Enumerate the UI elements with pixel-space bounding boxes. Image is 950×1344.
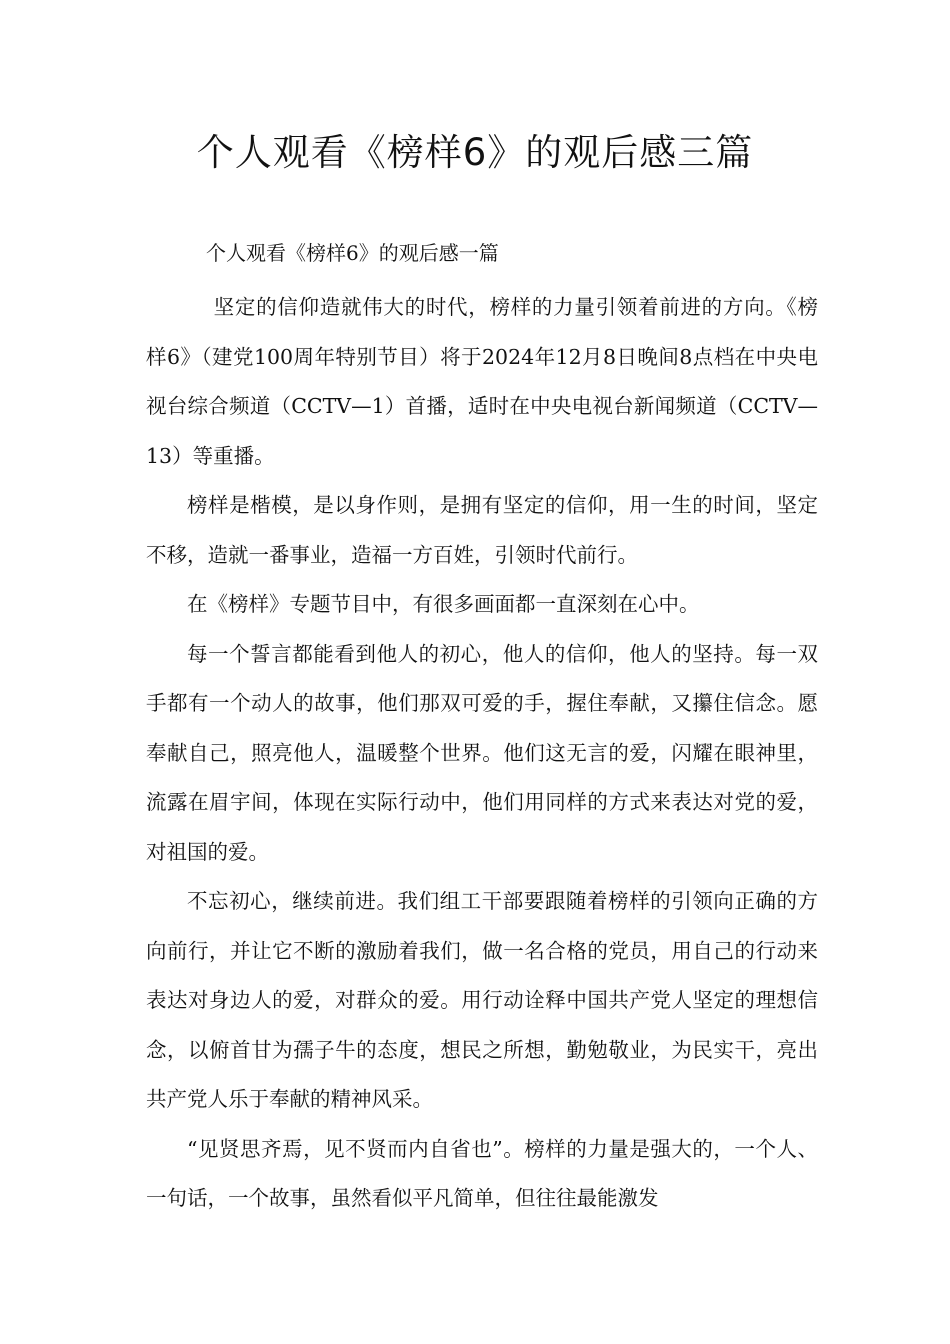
paragraph: 不忘初心，继续前进。我们组工干部要跟随着榜样的引领向正确的方向前行，并让它不断的激励着我们，做一名合格的党员，用自己的行动来表达对身边人的爱，对群众的爱。用行动诠释中国共产党人坚定的理想信念，以俯首甘为孺子牛的态度，想民之所想，勤勉敬业，为民实干，亮出共产党人乐于奉献的精神风采。 [146, 889, 818, 1111]
paragraph: 坚定的信仰造就伟大的时代，榜样的力量引领着前进的方向。《榜样6》（建党100周年特别节目）将于2024年12月8日晚间8点档在中央电视台综合频道（CCTV—1）首播，适时在中央电视台新闻频道（CCTV—13）等重播。 [146, 295, 818, 468]
document-title: 个人观看《榜样6》的观后感三篇 [196, 131, 754, 174]
document-subtitle: 个人观看《榜样6》的观后感一篇 [206, 241, 499, 265]
paragraph: 榜样是楷模，是以身作则，是拥有坚定的信仰，用一生的时间，坚定不移，造就一番事业，造福一方百姓，引领时代前行。 [146, 493, 818, 567]
document-body [146, 283, 818, 1224]
paragraph: 每一个誓言都能看到他人的初心，他人的信仰，他人的坚持。每一双手都有一个动人的故事，他们那双可爱的手，握住奉献，又攥住信念。愿奉献自己，照亮他人，温暖整个世界。他们这无言的爱，闪耀在眼神里，流露在眉宇间，体现在实际行动中，他们用同样的方式来表达对党的爱，对祖国的爱。 [146, 641, 818, 864]
paragraph: 在《榜样》专题节目中，有很多画面都一直深刻在心中。 [187, 592, 700, 616]
paragraph: “见贤思齐焉，见不贤而内自省也”。榜样的力量是强大的，一个人、一句话，一个故事，虽然看似平凡简单，但往往最能激发 [146, 1136, 818, 1210]
